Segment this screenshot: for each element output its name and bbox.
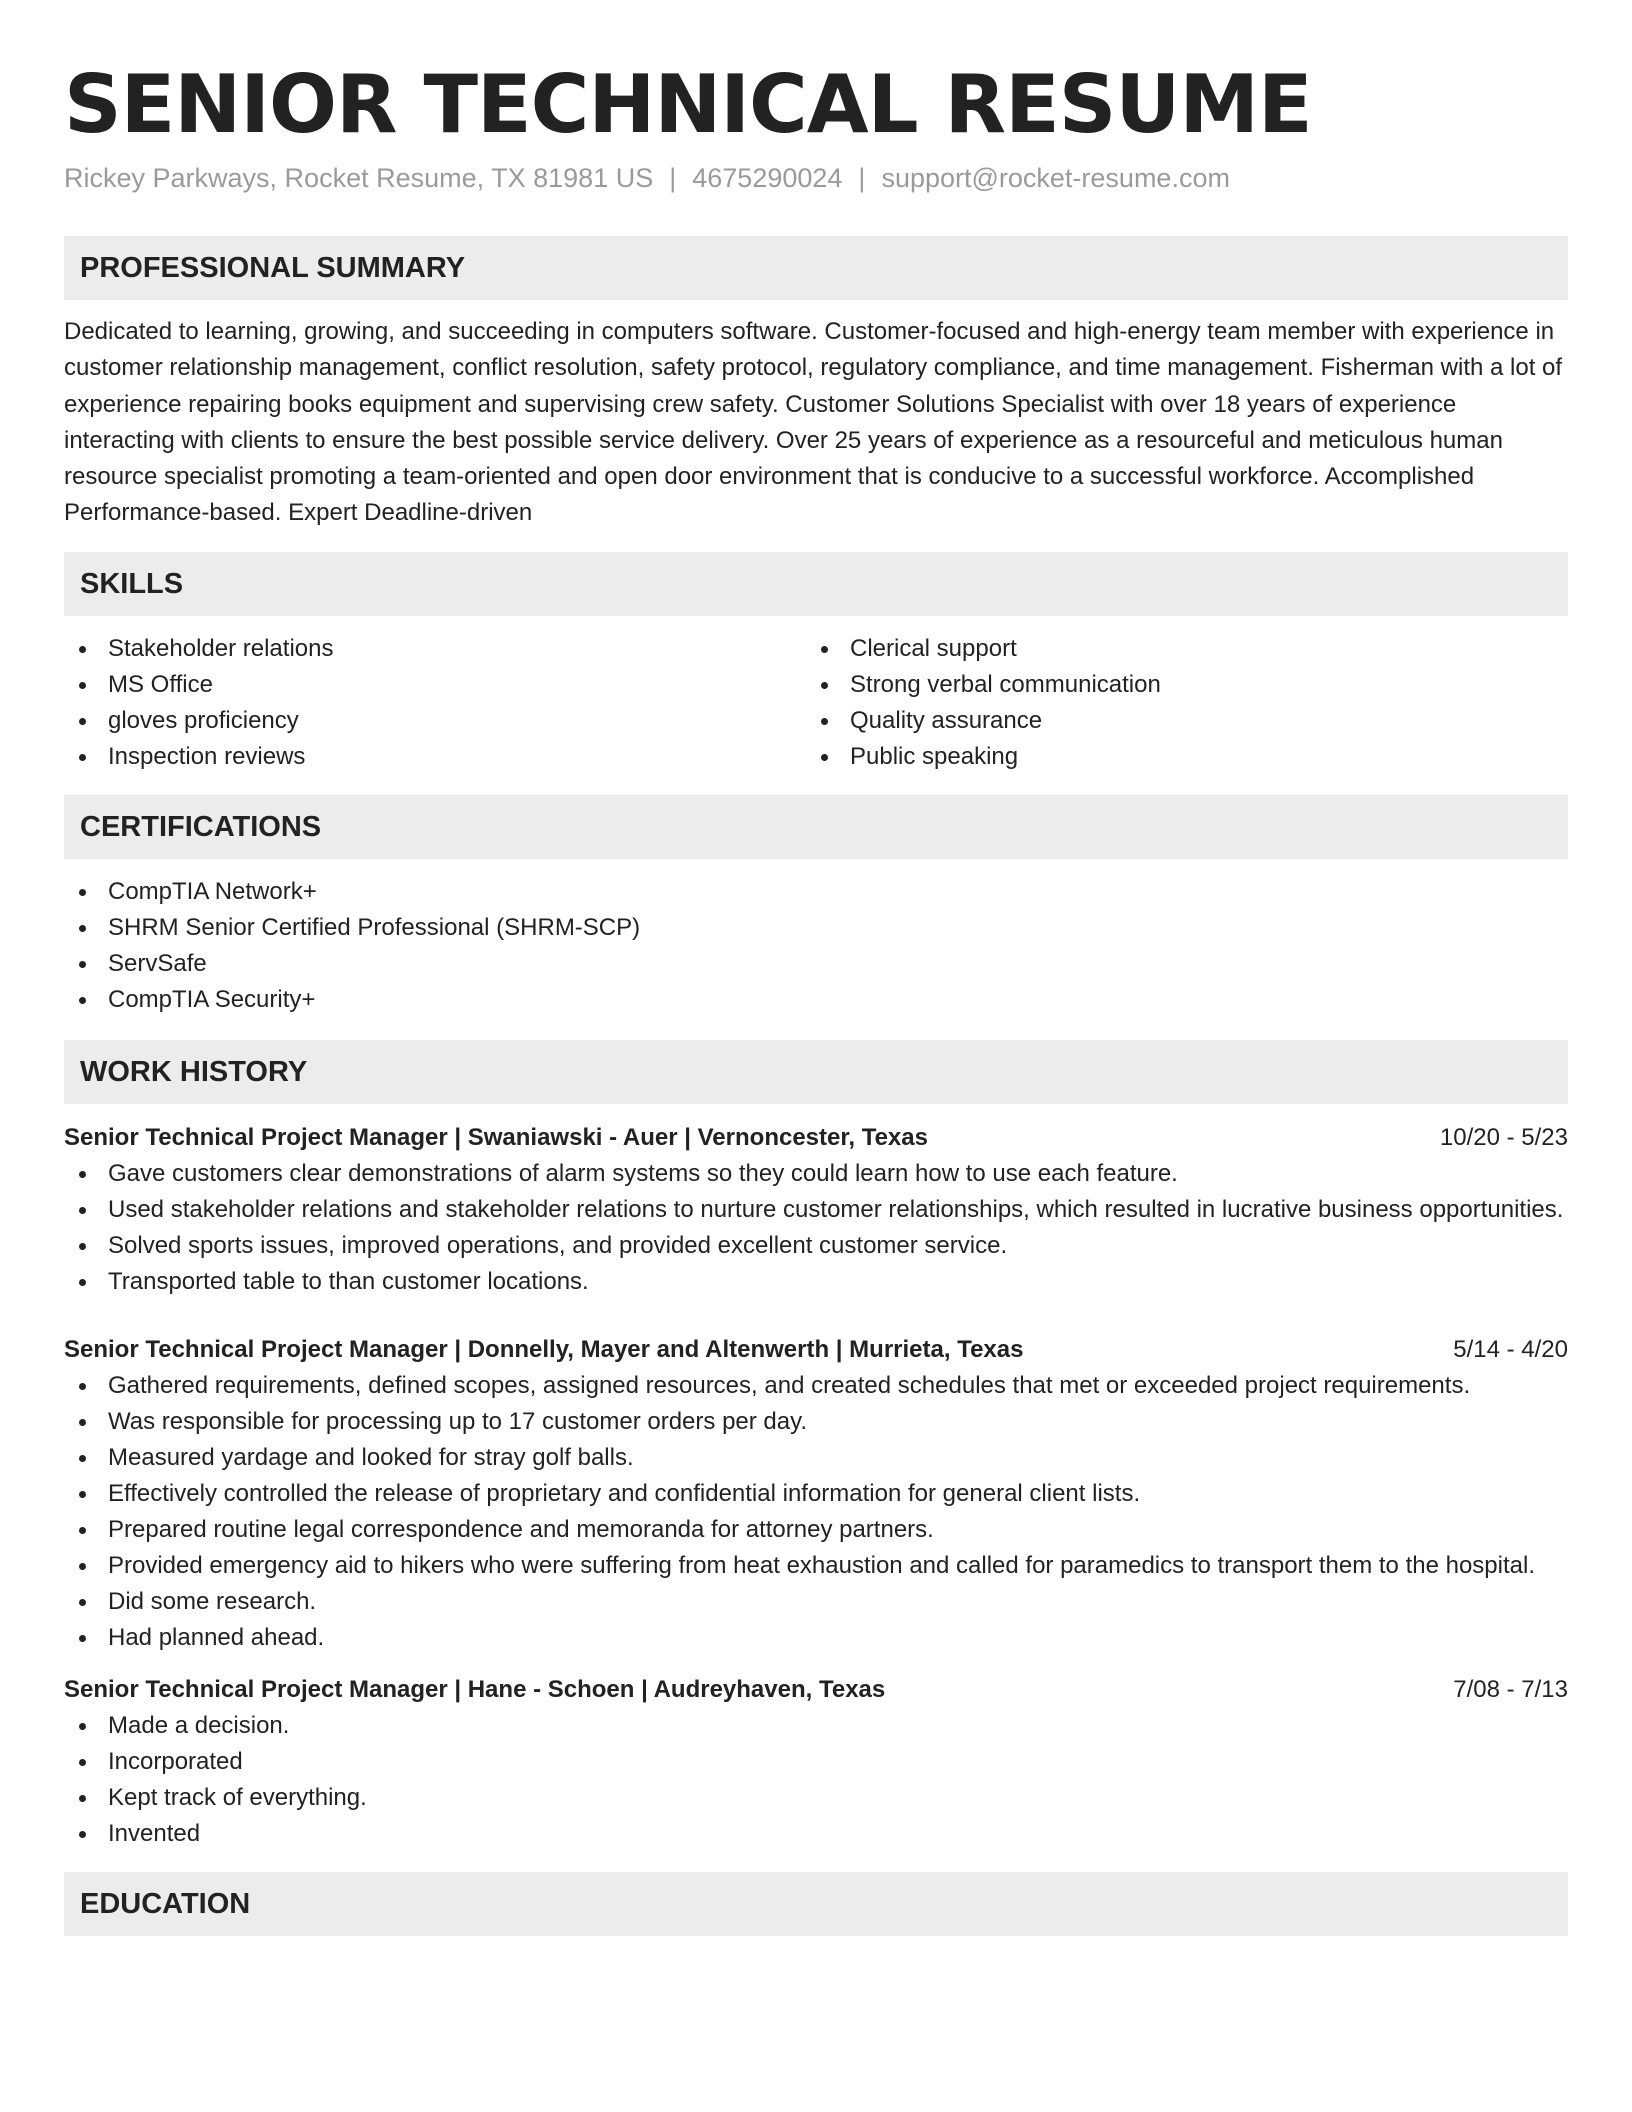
job-dates: 5/14 - 4/20 <box>1453 1335 1568 1363</box>
skill-item: Inspection reviews <box>64 739 806 775</box>
section-header-certifications: CERTIFICATIONS <box>64 795 1568 859</box>
job-title: Senior Technical Project Manager | Hane - Schoen | Audreyhaven, Texas <box>64 1675 886 1703</box>
job-dates: 10/20 - 5/23 <box>1439 1123 1568 1151</box>
contact-separator: | <box>669 163 677 193</box>
skills-column-left <box>64 631 806 775</box>
skills-column-right <box>806 631 1548 775</box>
contact-address: Rickey Parkways, Rocket Resume, TX 81981 US <box>64 163 654 193</box>
job-entry <box>64 1332 1568 1656</box>
certifications-list <box>64 874 1568 1018</box>
certification-item: CompTIA Network+ <box>64 874 1568 910</box>
skill-item: Clerical support <box>806 631 1548 667</box>
certification-item: ServSafe <box>64 946 1568 982</box>
skill-item: Stakeholder relations <box>64 631 806 667</box>
resume-name: SENIOR TECHNICAL RESUME <box>64 58 1312 151</box>
skill-item: Strong verbal communication <box>806 667 1548 703</box>
contact-line <box>64 160 1568 196</box>
job-bullets <box>64 1156 1568 1300</box>
job-title: Senior Technical Project Manager | Donnelly, Mayer and Altenwerth | Murrieta, Texas <box>64 1335 1024 1363</box>
section-header-work-history: WORK HISTORY <box>64 1040 1568 1104</box>
job-dates: 7/08 - 7/13 <box>1453 1675 1568 1703</box>
resume-page <box>64 50 1568 1936</box>
section-header-education: EDUCATION <box>64 1872 1568 1936</box>
section-header-skills: SKILLS <box>64 552 1568 616</box>
job-header <box>64 1332 1568 1368</box>
job-bullets <box>64 1708 1568 1852</box>
job-bullet: Transported table to than customer locations. <box>64 1264 1568 1300</box>
job-bullet: Incorporated <box>64 1744 1568 1780</box>
summary-text: Dedicated to learning, growing, and succeeding in computers software. Customer-focused and high-energy team member with experience in customer relationship management, conflict resolution, safety protocol, regulatory compliance, and time management. Fisherman with a lot of experience repairing books equipment and supervising crew safety. Customer Solutions Specialist with over 18 years of experience interacting with clients to ensure the best possible service delivery. Over 25 years of experience as a resourceful and meticulous human resource specialist promoting a team-oriented and open door environment that is conducive to a successful workforce. Accomplished Performance-based. Expert Deadline-driven <box>64 318 1563 527</box>
job-bullet: Kept track of everything. <box>64 1780 1568 1816</box>
job-bullet: Effectively controlled the release of proprietary and confidential information for general client lists. <box>64 1476 1568 1512</box>
job-bullet: Was responsible for processing up to 17 customer orders per day. <box>64 1404 1568 1440</box>
job-bullet: Had planned ahead. <box>64 1620 1568 1656</box>
job-title: Senior Technical Project Manager | Swaniawski - Auer | Vernoncester, Texas <box>64 1123 928 1151</box>
job-bullet: Measured yardage and looked for stray golf balls. <box>64 1440 1568 1476</box>
job-bullet: Gathered requirements, defined scopes, assigned resources, and created schedules that met or exceeded project requirements. <box>64 1368 1568 1404</box>
job-bullet: Gave customers clear demonstrations of alarm systems so they could learn how to use each feature. <box>64 1156 1568 1192</box>
job-bullet: Invented <box>64 1816 1568 1852</box>
skill-item: MS Office <box>64 667 806 703</box>
job-header <box>64 1120 1568 1156</box>
section-header-summary: PROFESSIONAL SUMMARY <box>64 236 1568 300</box>
job-bullet: Used stakeholder relations and stakeholder relations to nurture customer relationships, which resulted in lucrative business opportunities. <box>64 1192 1568 1228</box>
skills-list <box>64 631 1568 775</box>
job-bullet: Solved sports issues, improved operations, and provided excellent customer service. <box>64 1228 1568 1264</box>
job-entry <box>64 1672 1568 1852</box>
job-entry <box>64 1120 1568 1300</box>
contact-phone: 4675290024 <box>692 163 843 193</box>
job-bullet: Made a decision. <box>64 1708 1568 1744</box>
skill-item: gloves proficiency <box>64 703 806 739</box>
contact-separator: | <box>858 163 866 193</box>
job-bullets <box>64 1368 1568 1656</box>
skill-item: Public speaking <box>806 739 1548 775</box>
job-bullet: Did some research. <box>64 1584 1568 1620</box>
certification-item: SHRM Senior Certified Professional (SHRM-SCP) <box>64 910 1568 946</box>
certification-item: CompTIA Security+ <box>64 982 1568 1018</box>
skill-item: Quality assurance <box>806 703 1548 739</box>
job-header <box>64 1672 1568 1708</box>
job-bullet: Provided emergency aid to hikers who were suffering from heat exhaustion and called for paramedics to transport them to the hospital. <box>64 1548 1568 1584</box>
contact-email: support@rocket-resume.com <box>881 163 1230 193</box>
job-bullet: Prepared routine legal correspondence and memoranda for attorney partners. <box>64 1512 1568 1548</box>
